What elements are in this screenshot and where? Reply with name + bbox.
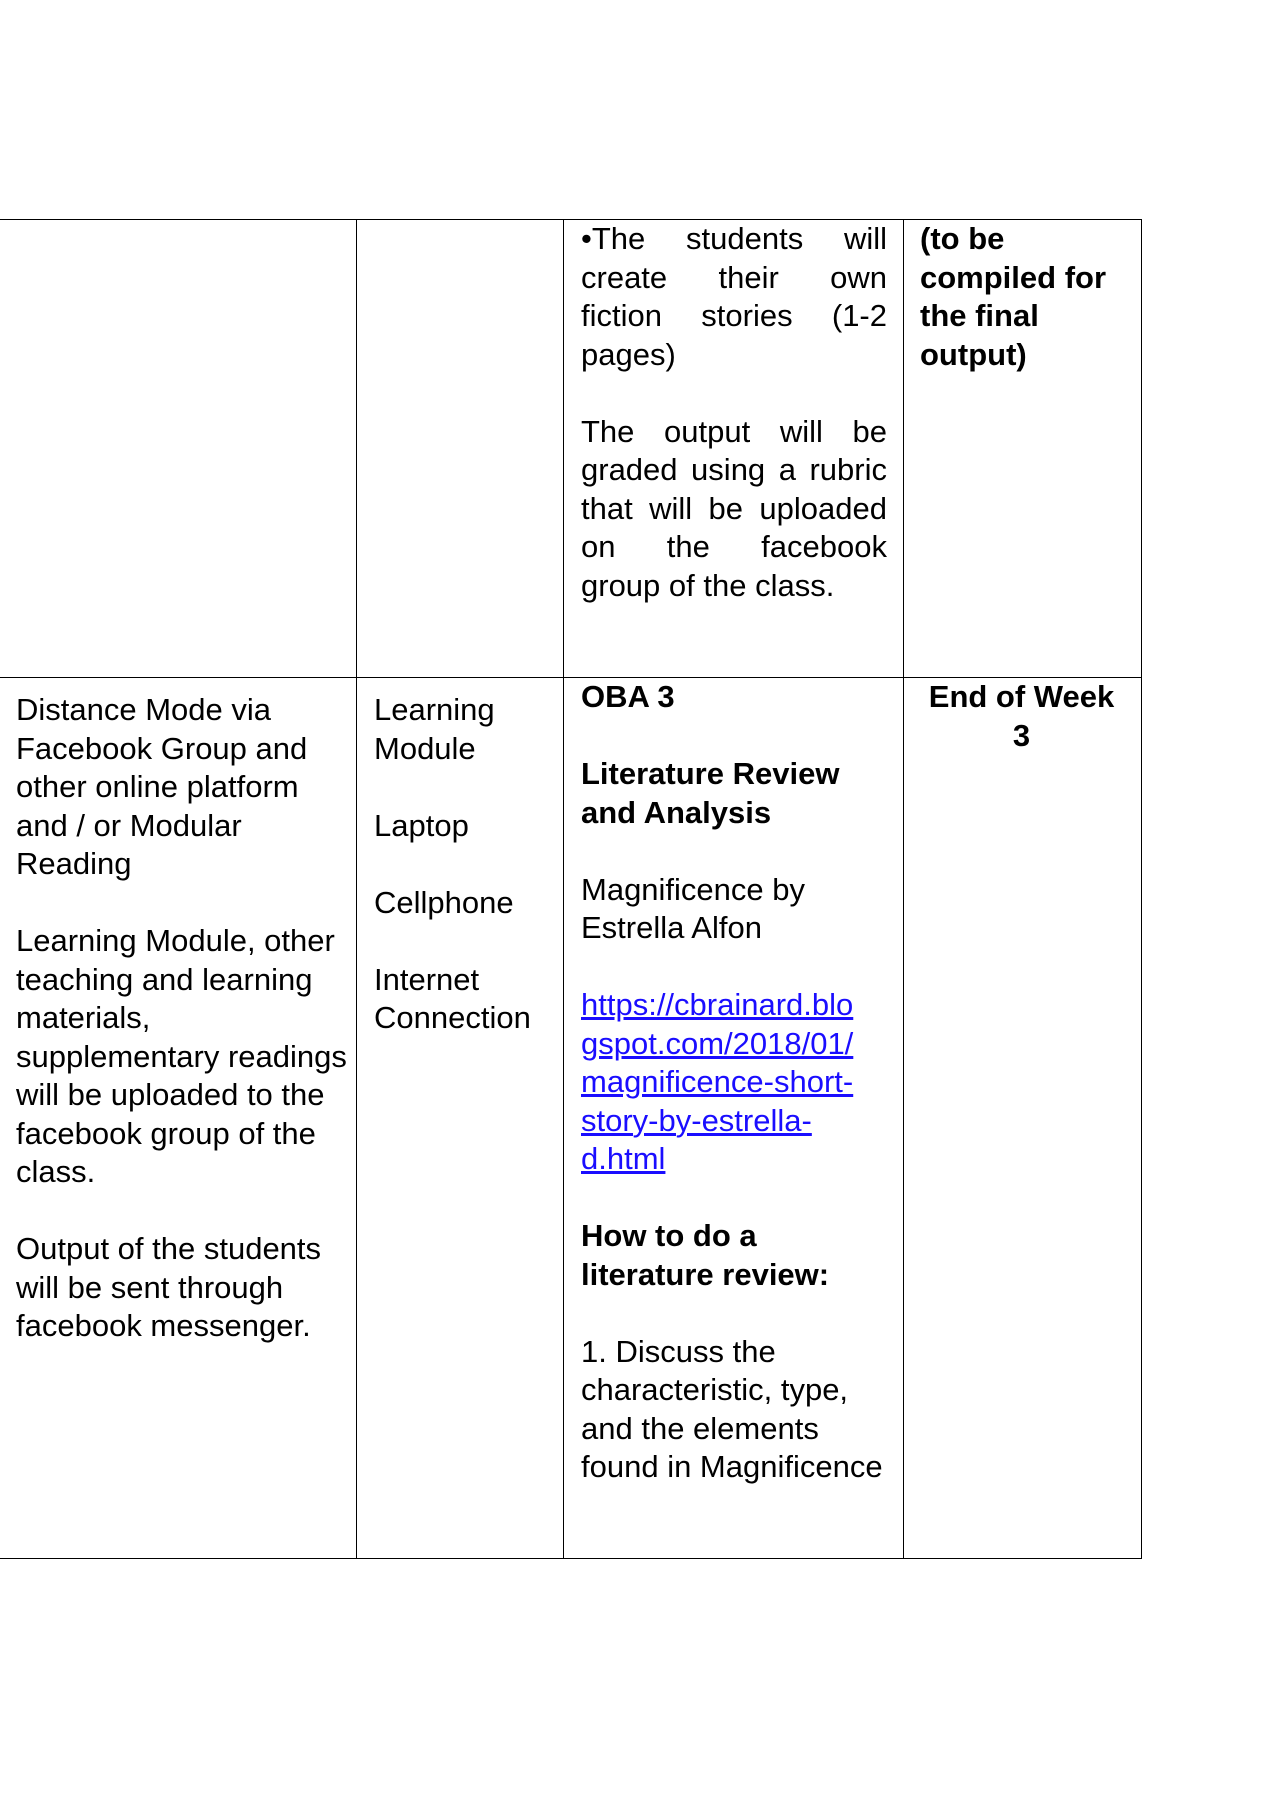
method-paragraph: Learning Module, other teaching and learning materials, supplementary readings will be uploaded to the facebook group of the class. bbox=[16, 923, 347, 1189]
activity-paragraph: •The students will create their own fiction stories (1-2 pages) bbox=[581, 221, 887, 372]
activity-paragraph: The output will be graded using a rubric that will be uploaded on the facebook group of the class. bbox=[581, 413, 887, 603]
story-link-line: story-by-estrella- bbox=[581, 1102, 812, 1138]
resource-item: Learning Module bbox=[374, 692, 495, 766]
resources-cell-text bbox=[357, 220, 563, 233]
howto-step: 1. Discuss the characteristic, type, and the elements found in Magnificence bbox=[581, 1333, 883, 1484]
table-row bbox=[0, 678, 1142, 1559]
resources-cell-empty bbox=[357, 220, 564, 678]
activity-subtitle: Literature Review and Analysis bbox=[581, 756, 840, 830]
timeline-text: End of Week 3 bbox=[928, 679, 1115, 753]
resource-item: Cellphone bbox=[374, 884, 514, 920]
story-link[interactable] bbox=[581, 986, 887, 1179]
story-link-line: d.html bbox=[581, 1141, 666, 1176]
method-cell-text bbox=[0, 220, 356, 233]
lesson-plan-table bbox=[0, 219, 1142, 1559]
method-cell bbox=[0, 678, 357, 1559]
story-link-line: gspot.com/2018/01/ bbox=[581, 1025, 854, 1061]
activity-cell bbox=[564, 678, 904, 1559]
timeline-cell bbox=[904, 220, 1142, 678]
activity-title: OBA 3 bbox=[581, 679, 675, 714]
story-reference: Magnificence by Estrella Alfon bbox=[581, 871, 806, 945]
method-cell-empty bbox=[0, 220, 357, 678]
story-link-line: magnificence-short- bbox=[581, 1064, 854, 1099]
story-link-line: https://cbrainard.blo bbox=[581, 987, 854, 1022]
resource-item: Internet Connection bbox=[374, 961, 531, 1035]
timeline-cell bbox=[904, 678, 1142, 1559]
timeline-text: (to be compiled for the final output) bbox=[920, 221, 1107, 372]
table-row bbox=[0, 220, 1142, 678]
resource-item: Laptop bbox=[374, 807, 469, 843]
activity-cell bbox=[564, 220, 904, 678]
method-paragraph: Distance Mode via Facebook Group and other online platform and / or Modular Reading bbox=[16, 692, 308, 881]
method-paragraph: Output of the students will be sent through facebook messenger. bbox=[16, 1231, 322, 1343]
howto-heading: How to do a literature review: bbox=[581, 1218, 830, 1292]
resources-cell bbox=[357, 678, 564, 1559]
